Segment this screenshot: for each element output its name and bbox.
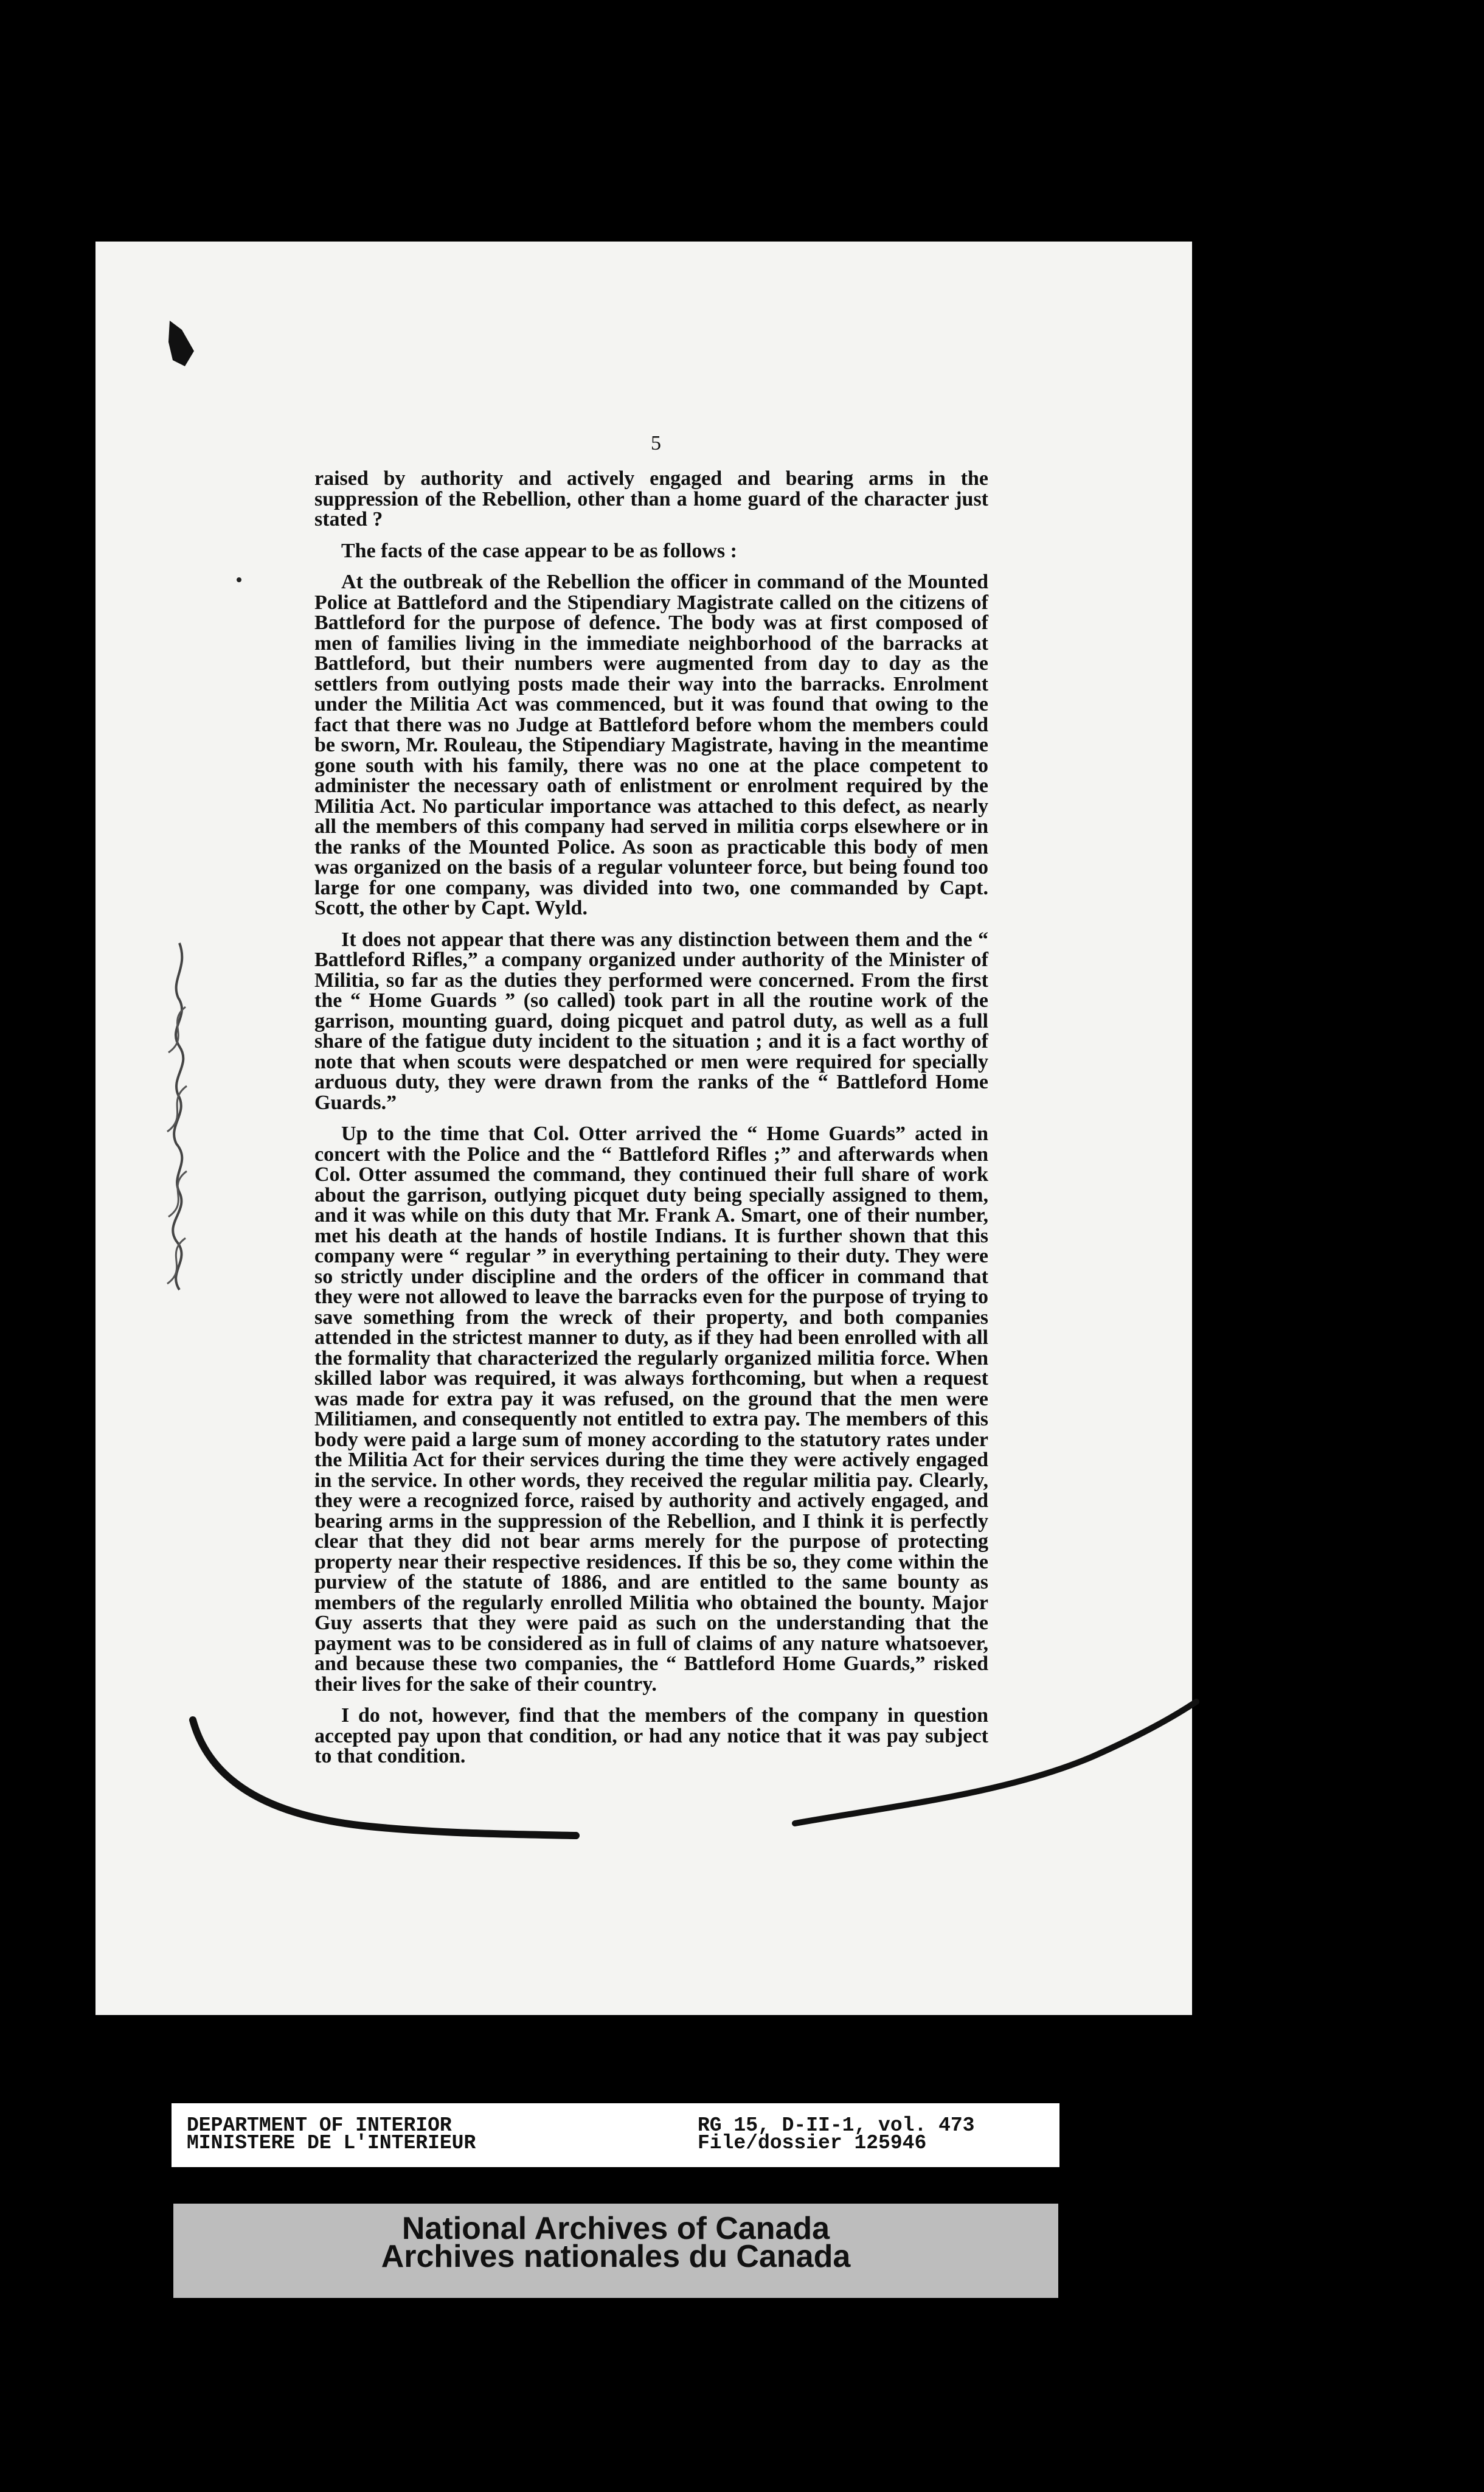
paragraph: At the outbreak of the Rebellion the officer in command of the Mounted Police at Battleford and the Stipendiary Magistrate called on the citizens of Battleford for the purpose of defence. The body was at first composed of men of families living in the immediate neighborhood of the barracks at Battleford, but their numbers were augmented from day to day as the settlers from outlying posts made their way into the barracks. Enrolment under the Militia Act was commenced, but it was found that owing to the fact that there was no Judge at Battleford before whom the members could be sworn, Mr. Rouleau, the Stipendiary Magistrate, having in the meantime gone south with his family, there was no one at the place competent to administer the necessary oath of enlistment or enrolment required by the Militia Act. No particular importance was attached to this defect, as nearly all the members of this company had served in militia corps elsewhere or in the ranks of the Mounted Police. As soon as practicable this body of men was organized on the basis of a regular volunteer force, but being found too large for one company, was divided into two, one commanded by Capt. Scott, the other by Capt. Wyld. xyxy=(314,571,988,919)
department-fr: MINISTERE DE L'INTERIEUR xyxy=(187,2132,476,2154)
ink-blot xyxy=(164,318,200,372)
paragraph: raised by authority and actively engaged and bearing arms in the suppression of the Rebellion, other than a home guard of the character just stated ? xyxy=(314,467,988,531)
archive-reference-label xyxy=(172,2103,1059,2167)
paragraph: I do not, however, find that the members of the company in question accepted pay upon that condition, or had any notice that it was pay subject to that condition. xyxy=(314,1704,988,1767)
archives-banner xyxy=(173,2204,1058,2298)
page-number: 5 xyxy=(651,432,661,454)
paragraph: The facts of the case appear to be as follows : xyxy=(341,539,737,562)
archives-name-fr: Archives nationales du Canada xyxy=(381,2239,851,2274)
ink-dot xyxy=(235,576,243,583)
file-number: File/dossier 125946 xyxy=(698,2132,927,2154)
paragraph: It does not appear that there was any distinction between them and the “ Battleford Rifles,” a company organized under authority of the Minister of Militia, so far as the duties they performed were concerned. From the first the “ Home Guards ” (so called) took part in all the routine work of the garrison, mounting guard, doing picquet and patrol duty, as well as a full share of the fatigue duty incident to the situation ; and it is a fact worthy of note that when scouts were despatched or men were required for specially arduous duty, they were drawn from the ranks of the “ Battleford Home Guards.” xyxy=(314,928,988,1114)
document-body xyxy=(314,468,988,1778)
department-en: DEPARTMENT OF INTERIOR xyxy=(187,2114,452,2137)
paragraph: Up to the time that Col. Otter arrived the “ Home Guards” acted in concert with the Police and the “ Battleford Rifles ;” and afterwards when Col. Otter assumed the command, they continued their full share of work about the garrison, outlying picquet duty being specially assigned to them, and it was while on this duty that Mr. Frank A. Smart, one of their number, met his death at the hands of hostile Indians. It is further shown that this company were “ regular ” in everything pertaining to their duty. They were so strictly under discipline and the orders of the officer in command that they were not allowed to leave the barracks even for the purpose of trying to save something from the wreck of their property, and both companies attended in the strictest manner to duty, as if they had been enrolled with all the formality that characterized the regularly organized militia force. When skilled labor was required, it was always forthcoming, but when a request was made for extra pay it was refused, on the ground that the men were Militiamen, and consequently not entitled to extra pay. The members of this body were paid a large sum of money according to the statutory rates under the Militia Act for their services during the time they were actively engaged in the service. In other words, they received the regular militia pay. Clearly, they were a recognized force, raised by authority and actively engaged, and bearing arms in the suppression of the Rebellion, and I think it is perfectly clear that they did not bear arms merely for the purpose of protecting property near their respective residences. If this be so, they come within the purview of the statute of 1886, and are entitled to the same bounty as members of the regularly enrolled Militia who obtained the bounty. Major Guy asserts that they were paid as such on the understanding that the payment was to be considered as in full of claims of any nature whatsoever, and because these two companies, the “ Battleford Home Guards,” risked their lives for the sake of their country. xyxy=(314,1122,988,1696)
archives-name-en: National Archives of Canada xyxy=(401,2211,830,2246)
handwritten-margin-note xyxy=(155,931,204,1296)
reference-number: RG 15, D-II-1, vol. 473 xyxy=(698,2114,975,2137)
